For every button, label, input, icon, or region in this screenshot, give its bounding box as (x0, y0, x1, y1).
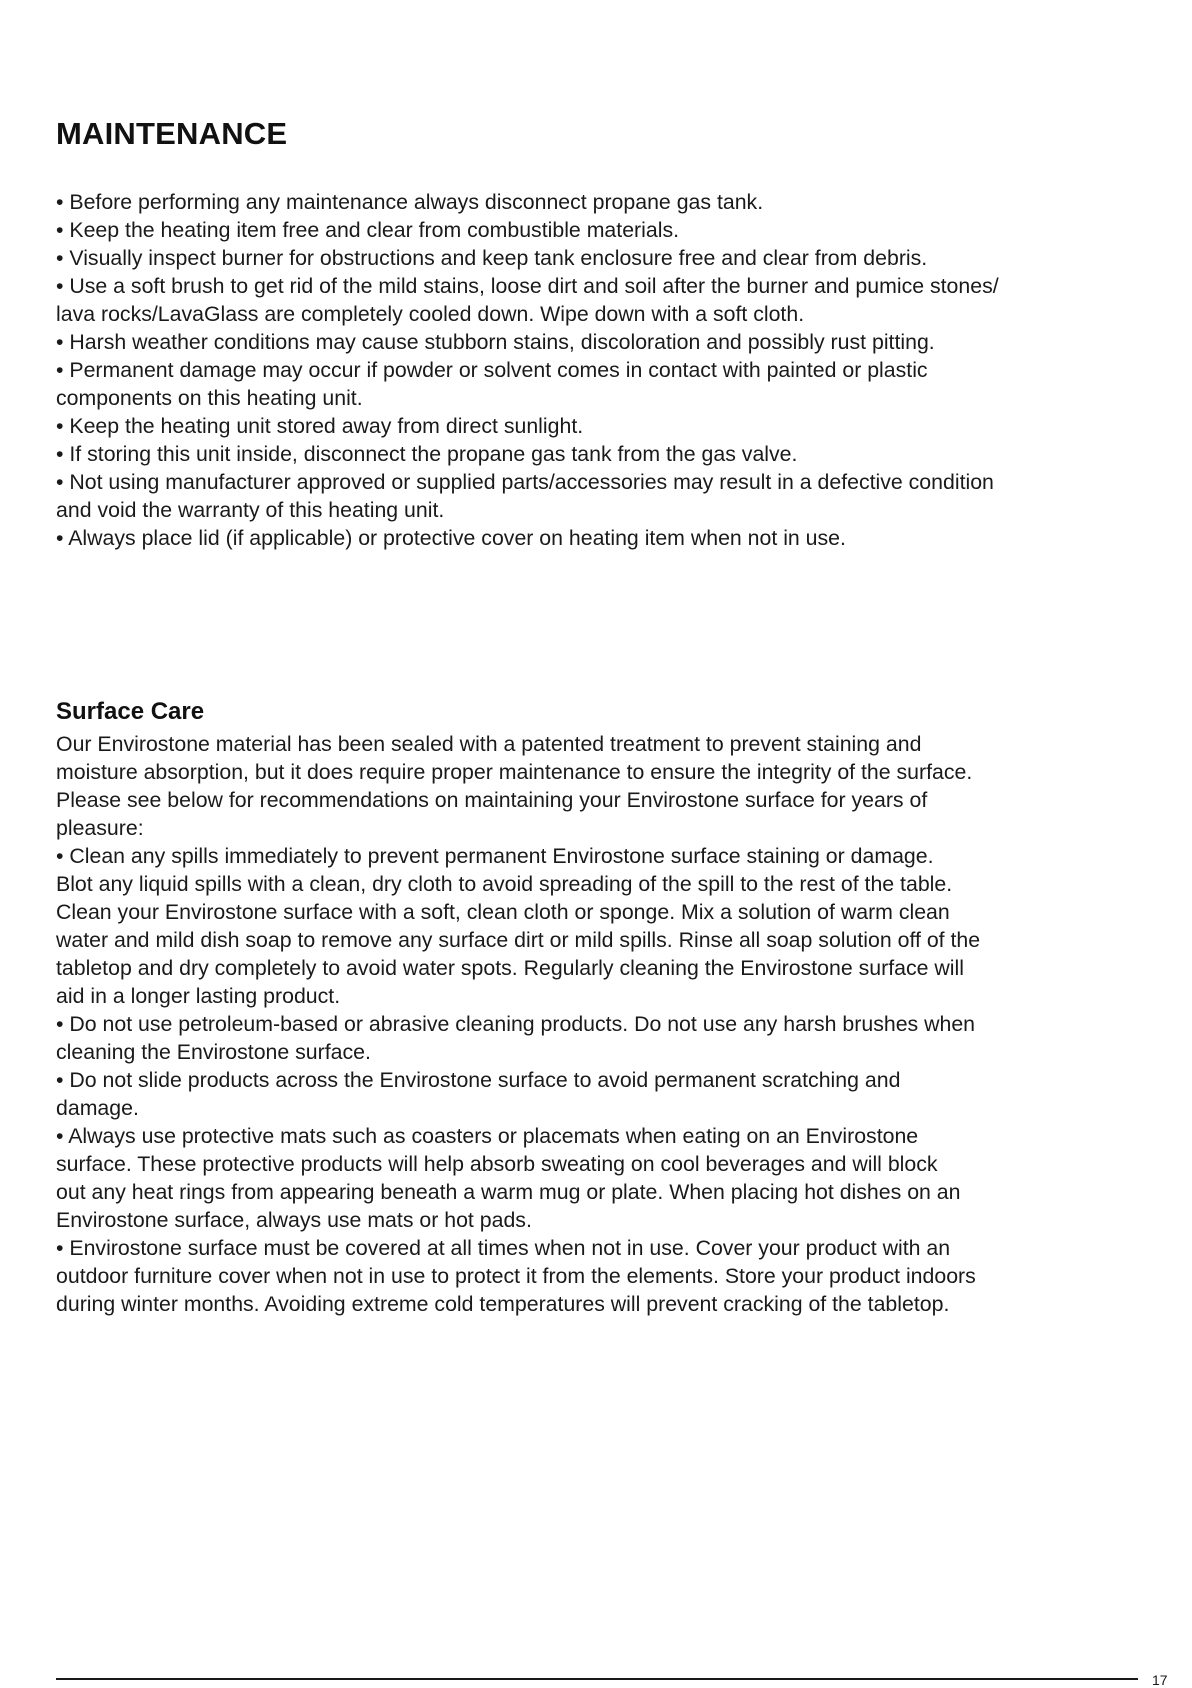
maintenance-line: • Not using manufacturer approved or supplied parts/accessories may result in a defective condition (56, 470, 994, 494)
surface-care-line: Envirostone surface, always use mats or hot pads. (56, 1208, 532, 1232)
surface-care-line: moisture absorption, but it does require proper maintenance to ensure the integrity of the surface. (56, 760, 973, 784)
surface-care-line: surface. These protective products will help absorb sweating on cool beverages and will block (56, 1152, 938, 1176)
footer-divider (56, 1678, 1138, 1680)
maintenance-line: • Use a soft brush to get rid of the mild stains, loose dirt and soil after the burner and pumice stones/ (56, 274, 999, 298)
maintenance-line: • Before performing any maintenance always disconnect propane gas tank. (56, 190, 764, 214)
surface-care-line: • Clean any spills immediately to prevent permanent Envirostone surface staining or damage. (56, 844, 934, 868)
maintenance-line: • Harsh weather conditions may cause stubborn stains, discoloration and possibly rust pitting. (56, 330, 935, 354)
surface-care-line: Please see below for recommendations on maintaining your Envirostone surface for years of (56, 788, 928, 812)
surface-care-line: out any heat rings from appearing beneath a warm mug or plate. When placing hot dishes on an (56, 1180, 961, 1204)
surface-care-line: tabletop and dry completely to avoid water spots. Regularly cleaning the Envirostone surface will (56, 956, 964, 980)
maintenance-line: • Permanent damage may occur if powder or solvent comes in contact with painted or plastic (56, 358, 928, 382)
maintenance-heading: MAINTENANCE (56, 116, 288, 151)
surface-care-line: pleasure: (56, 816, 144, 840)
surface-care-line: Our Envirostone material has been sealed with a patented treatment to prevent staining and (56, 732, 922, 756)
surface-care-line: • Envirostone surface must be covered at all times when not in use. Cover your product with an (56, 1236, 951, 1260)
surface-care-line: during winter months. Avoiding extreme cold temperatures will prevent cracking of the tabletop. (56, 1292, 950, 1316)
maintenance-line: • Keep the heating item free and clear from combustible materials. (56, 218, 680, 242)
maintenance-line: • Visually inspect burner for obstructions and keep tank enclosure free and clear from debris. (56, 246, 928, 270)
maintenance-list (56, 188, 1146, 552)
surface-care-line: cleaning the Envirostone surface. (56, 1040, 371, 1064)
maintenance-line: • If storing this unit inside, disconnect the propane gas tank from the gas valve. (56, 442, 798, 466)
surface-care-heading: Surface Care (56, 698, 205, 725)
surface-care-line: aid in a longer lasting product. (56, 984, 341, 1008)
maintenance-line: lava rocks/LavaGlass are completely cooled down. Wipe down with a soft cloth. (56, 302, 805, 326)
maintenance-line: components on this heating unit. (56, 386, 363, 410)
surface-care-line: water and mild dish soap to remove any surface dirt or mild spills. Rinse all soap solution off of the (56, 928, 981, 952)
surface-care-body (56, 730, 1146, 1318)
maintenance-line: • Keep the heating unit stored away from direct sunlight. (56, 414, 584, 438)
maintenance-line: and void the warranty of this heating unit. (56, 498, 445, 522)
surface-care-line: damage. (56, 1096, 139, 1120)
maintenance-line: • Always place lid (if applicable) or protective cover on heating item when not in use. (56, 526, 846, 550)
page-number: 17 (1152, 1672, 1168, 1688)
surface-care-line: • Do not slide products across the Envirostone surface to avoid permanent scratching and (56, 1068, 901, 1092)
surface-care-line: Blot any liquid spills with a clean, dry cloth to avoid spreading of the spill to the rest of the table. (56, 872, 953, 896)
surface-care-line: • Do not use petroleum-based or abrasive cleaning products. Do not use any harsh brushes when (56, 1012, 976, 1036)
surface-care-line: outdoor furniture cover when not in use to protect it from the elements. Store your product indoors (56, 1264, 976, 1288)
surface-care-line: • Always use protective mats such as coasters or placemats when eating on an Envirostone (56, 1124, 919, 1148)
surface-care-line: Clean your Envirostone surface with a soft, clean cloth or sponge. Mix a solution of warm clean (56, 900, 950, 924)
